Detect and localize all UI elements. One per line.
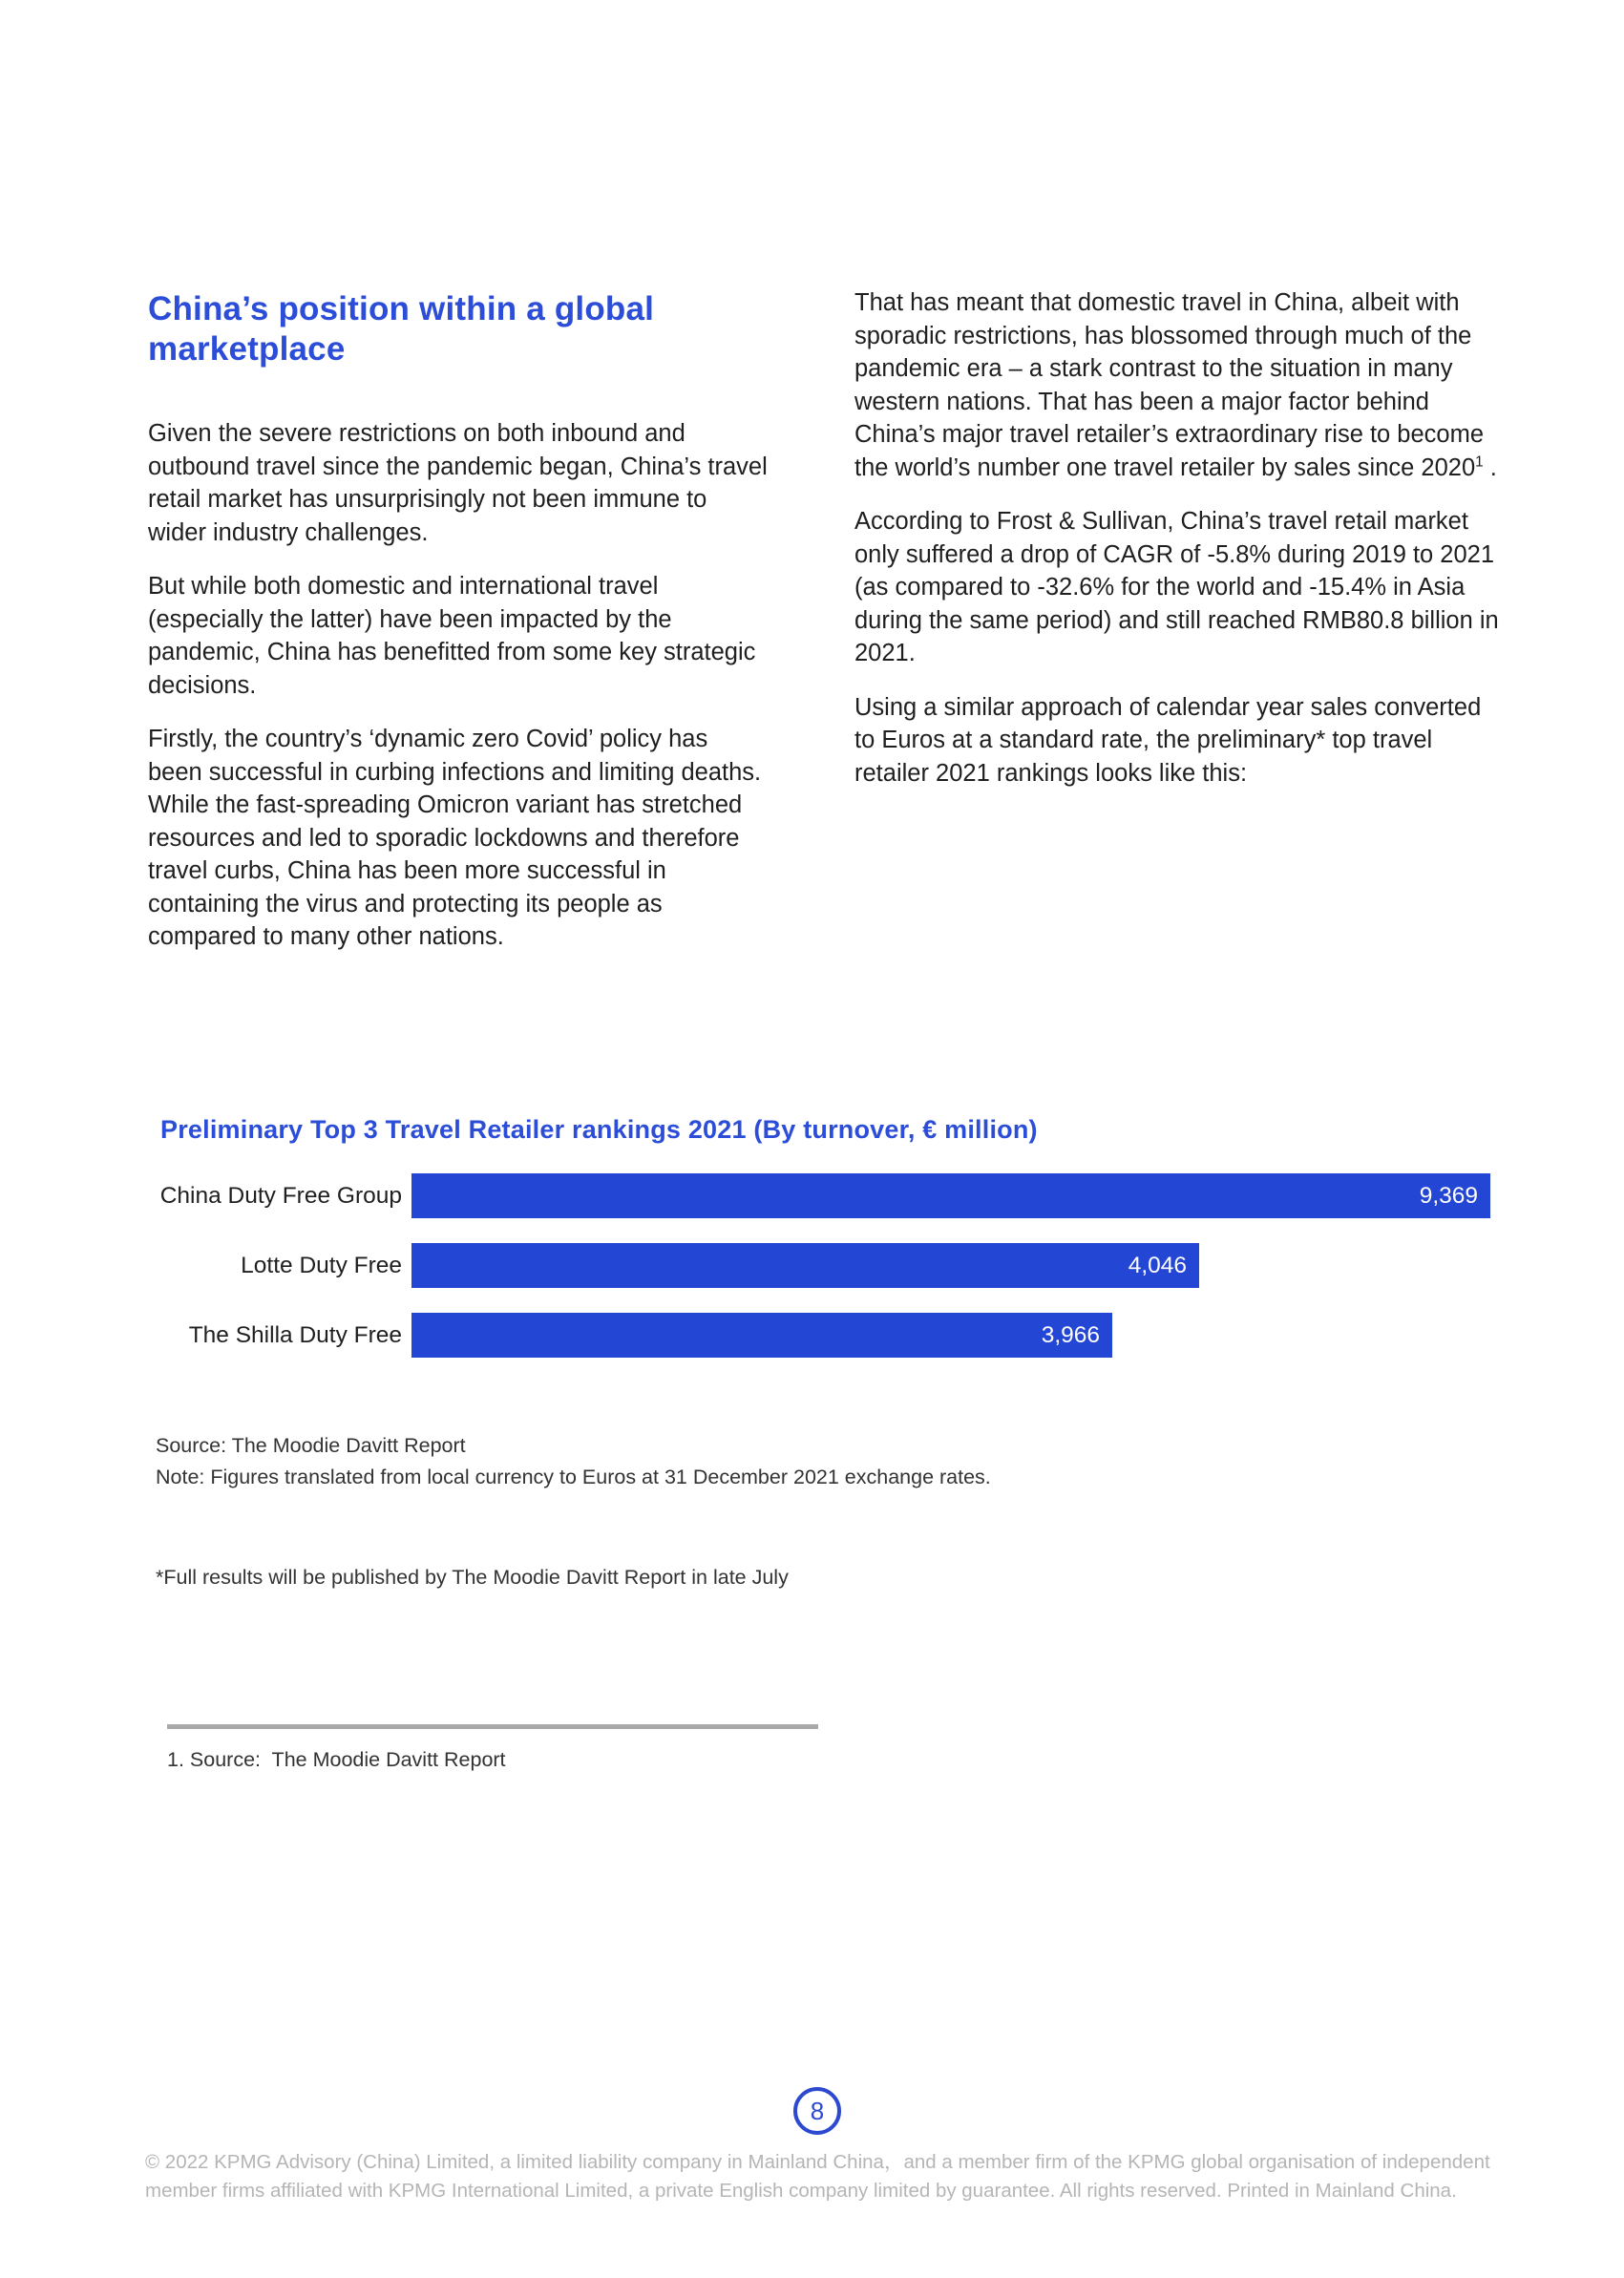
footer-copyright xyxy=(145,2148,1491,2205)
chart-bar-value: 4,046 xyxy=(1128,1252,1187,1278)
page-number-badge xyxy=(793,2087,841,2135)
chart-bar-value: 9,369 xyxy=(1419,1182,1478,1209)
footnote-reference: 1 xyxy=(1475,453,1484,470)
chart-bar xyxy=(411,1243,1199,1288)
chart-category-label: The Shilla Duty Free xyxy=(188,1321,402,1348)
footnote-divider xyxy=(167,1724,818,1729)
chart-notes xyxy=(156,1430,1206,1493)
chart-bar-area xyxy=(411,1243,1494,1288)
chart-row xyxy=(148,1313,1494,1358)
chart-category-label: China Duty Free Group xyxy=(159,1182,402,1209)
asterisk-note: *Full results will be published by The Moodie Davitt Report in late July xyxy=(156,1566,789,1589)
chart-source-line: Source: The Moodie Davitt Report xyxy=(156,1434,466,1457)
page-title: China’s position within a global marketplace xyxy=(148,290,655,368)
chart-bar xyxy=(411,1173,1490,1218)
footnote: 1. Source: The Moodie Davitt Report xyxy=(167,1748,506,1771)
footer-copyright-line: © 2022 KPMG Advisory (China) Limited, a limited liability company in Mainland China，and a member firm of the KPMG global organisation of independent xyxy=(145,2151,1490,2173)
chart-bar xyxy=(411,1313,1112,1358)
chart-category-label: Lotte Duty Free xyxy=(241,1252,402,1278)
bar-chart xyxy=(148,1173,1494,1382)
body-paragraph: But while both domestic and international travel (especially the latter) have been impacted by the pandemic, China has benefitted from some key strategic decisions. xyxy=(148,573,756,699)
right-text-column xyxy=(854,286,1499,811)
chart-bar-value: 3,966 xyxy=(1041,1321,1100,1348)
chart-row xyxy=(148,1243,1494,1288)
chart-bar-area xyxy=(411,1173,1494,1218)
footer-copyright-line: member firms affiliated with KPMG International Limited, a private English company limited by guarantee. All rights reserved. Printed in Mainland China. xyxy=(145,2180,1457,2202)
page-number: 8 xyxy=(810,2096,825,2125)
body-paragraph: Given the severe restrictions on both inbound and outbound travel since the pandemic began, China’s travel retail market has unsurprisingly not been immune to wider industry challenges. xyxy=(148,420,768,546)
chart-note-line: Note: Figures translated from local currency to Euros at 31 December 2021 exchange rates. xyxy=(156,1466,991,1488)
chart-row xyxy=(148,1173,1494,1218)
body-paragraph: Firstly, the country’s ‘dynamic zero Covid’ policy has been successful in curbing infections and limiting deaths. While the fast-spreading Omicron variant has stretched resources and led to sporadic lockdowns and therefore travel curbs, China has been more successful in containing the virus and protecting its people as compared to many other nations. xyxy=(148,726,762,950)
body-paragraph: Using a similar approach of calendar year sales converted to Euros at a standard rate, the preliminary* top travel retailer 2021 rankings looks like this: xyxy=(854,693,1482,787)
left-text-column xyxy=(148,417,769,975)
body-paragraph: That has meant that domestic travel in China, albeit with sporadic restrictions, has blossomed through much of the pandemic era – a stark contrast to the situation in many western nations. That has been a major factor behind China’s major travel retailer’s extraordinary rise to become the world’s number one travel retailer by sales since 2020$^1$ . xyxy=(854,289,1497,481)
body-paragraph: According to Frost & Sullivan, China’s travel retail market only suffered a drop of CAGR of -5.8% during 2019 to 2021 (as compared to -32.6% for the world and -15.4% in Asia during the same period) and still reached RMB80.8 billion in 2021. xyxy=(854,508,1499,666)
chart-bar-area xyxy=(411,1313,1494,1358)
chart-title: Preliminary Top 3 Travel Retailer rankings 2021 (By turnover, € million) xyxy=(160,1115,1038,1144)
